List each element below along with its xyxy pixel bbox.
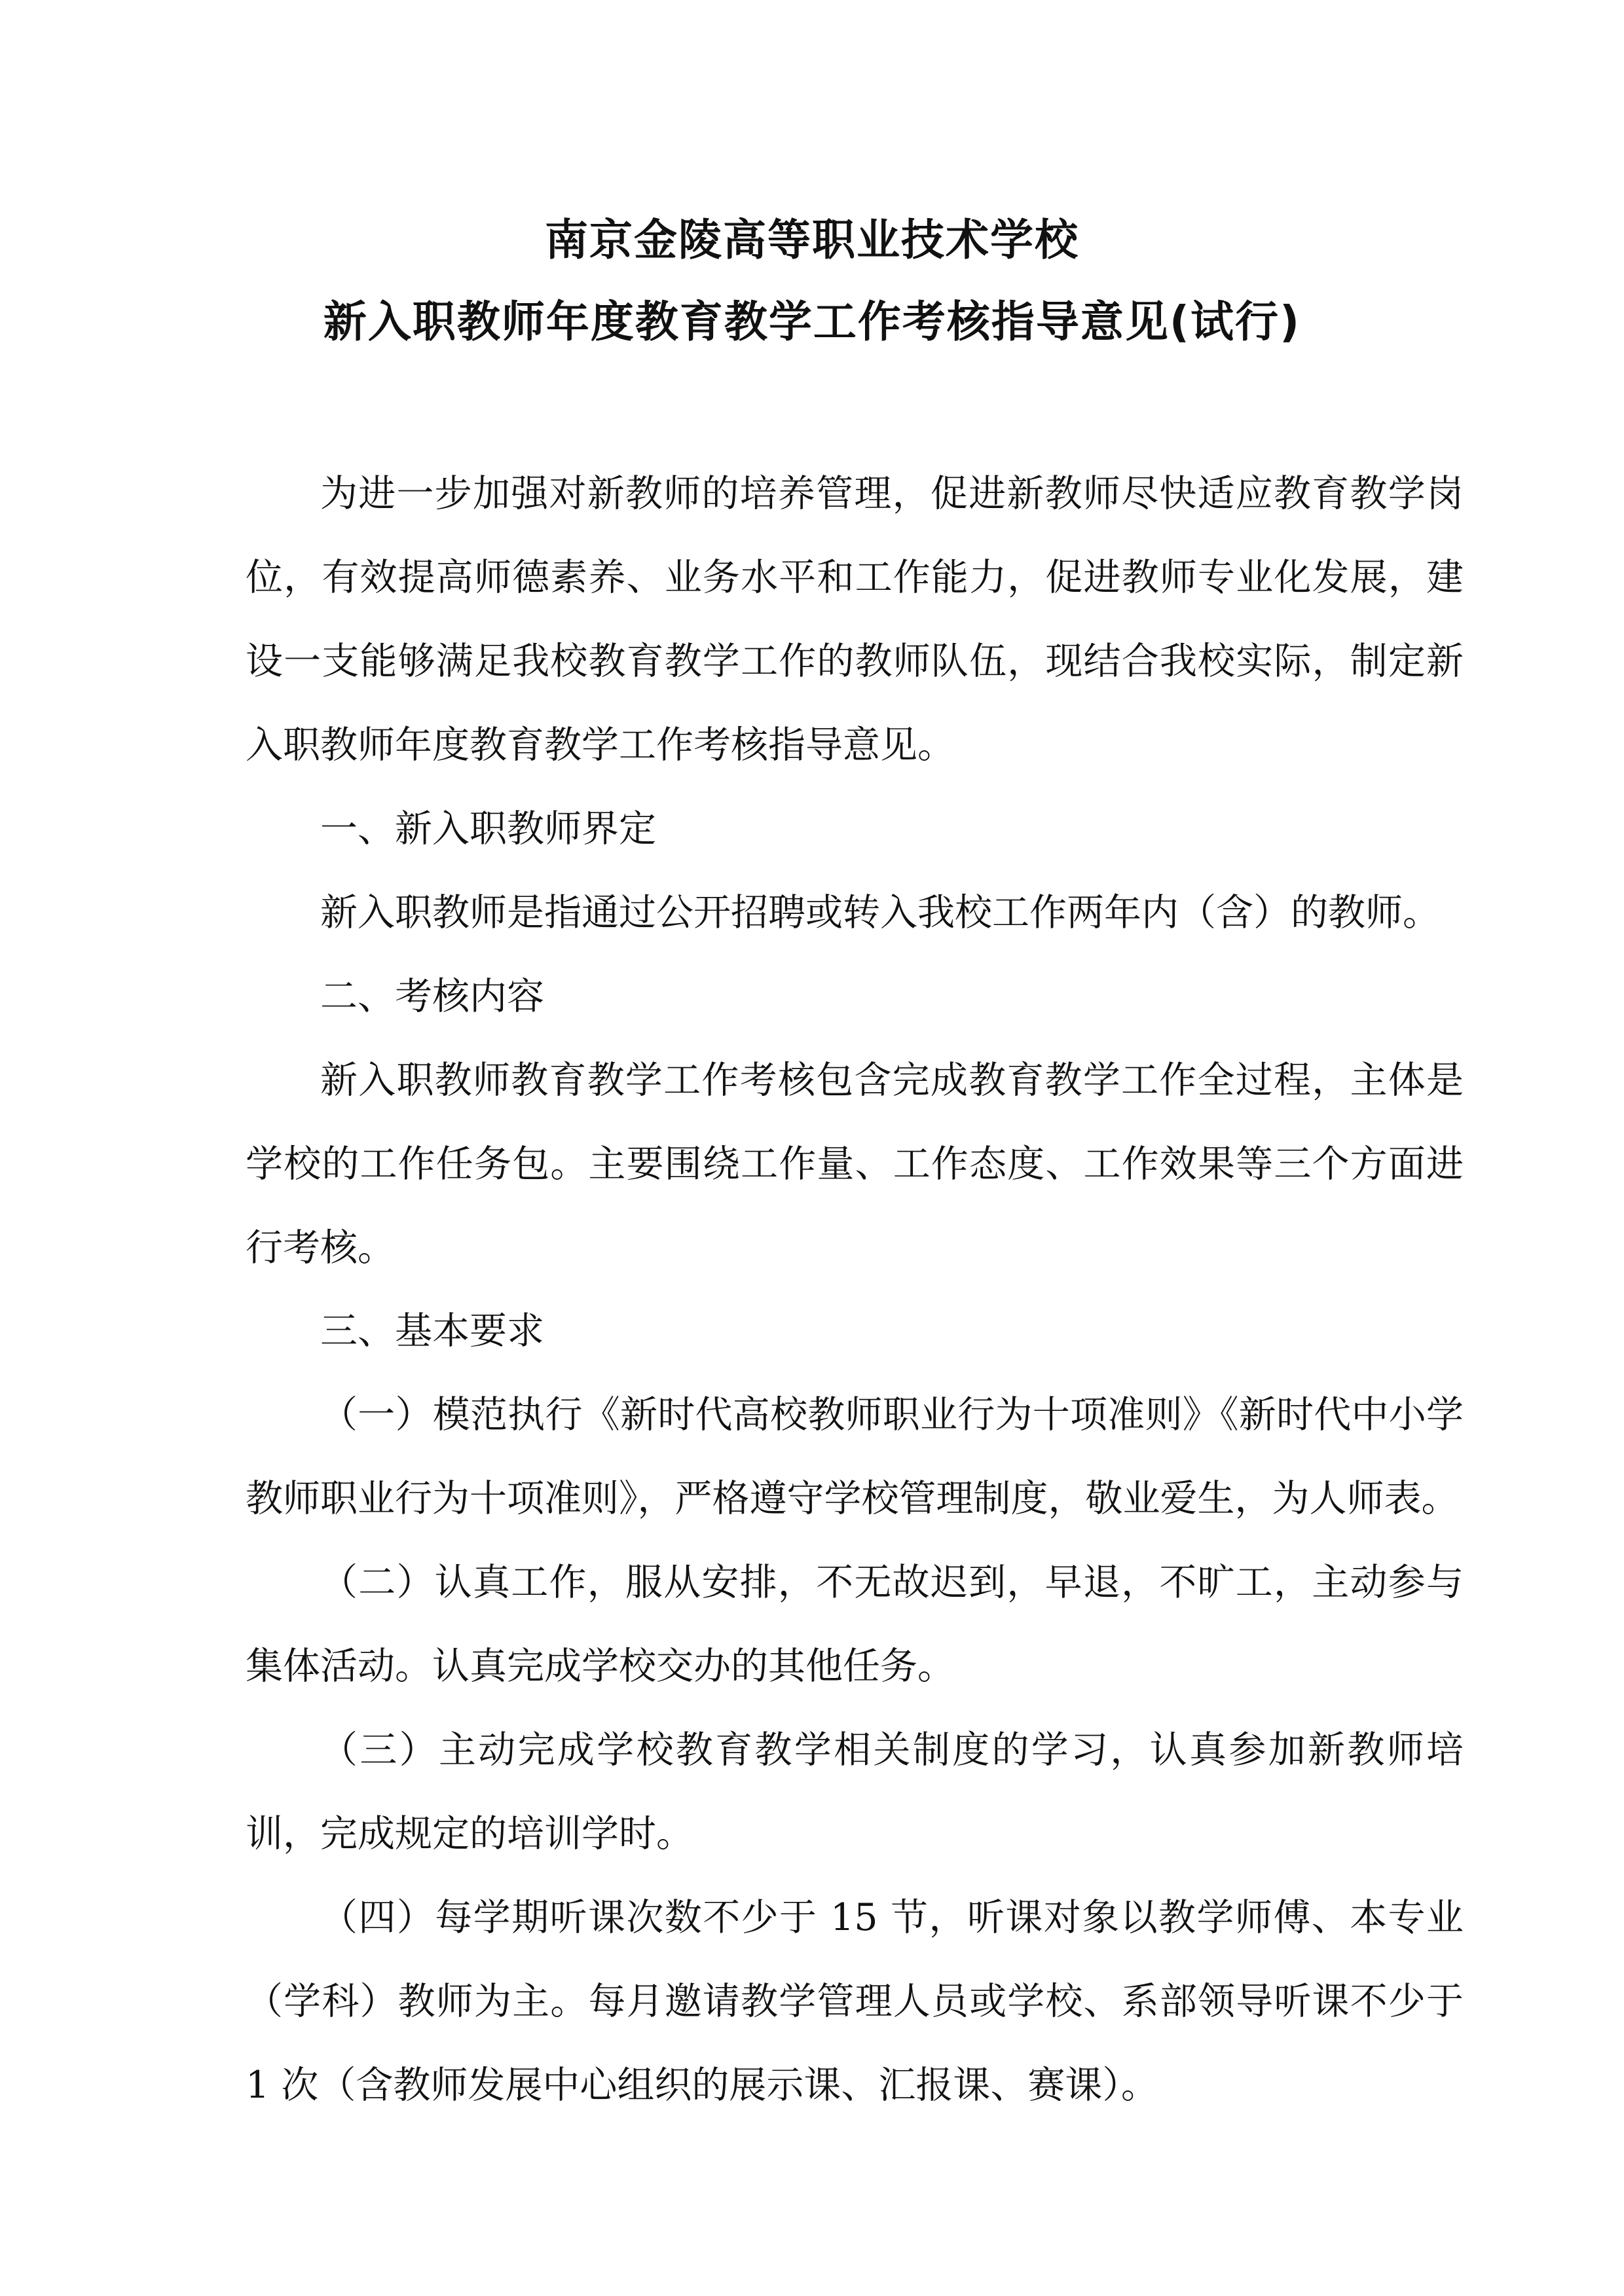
section3-item-2: （二）认真工作，服从安排，不无故迟到，早退，不旷工，主动参与集体活动。认真完成学校交办的其他任务。 bbox=[246, 1561, 1464, 1688]
section2-paragraph: 新入职教师教育教学工作考核包含完成教育教学工作全过程，主体是学校的工作任务包。主要围绕工作量、工作态度、工作效果等三个方面进行考核。 bbox=[246, 1059, 1464, 1269]
section3-heading: 三、基本要求 bbox=[320, 1309, 544, 1353]
document-title-main: 新入职教师年度教育教学工作考核指导意见(试行) bbox=[323, 297, 1301, 347]
intro-paragraph: 为进一步加强对新教师的培养管理，促进新教师尽快适应教育教学岗位，有效提高师德素养、业务水平和工作能力，促进教师专业化发展，建设一支能够满足我校教育教学工作的教师队伍，现结合我校实际，制定新入职教师年度教育教学工作考核指导意见。 bbox=[246, 472, 1464, 767]
section2-heading: 二、考核内容 bbox=[320, 975, 544, 1018]
document-title-school: 南京金陵高等职业技术学校 bbox=[545, 215, 1079, 265]
section3-item-4: （四）每学期听课次数不少于 15 节，听课对象以教学师傅、本专业（学科）教师为主。每月邀请教学管理人员或学校、系部领导听课不少于 1 次（含教师发展中心组织的展示课、汇报课、赛课）。 bbox=[246, 1896, 1464, 2107]
section1-heading: 一、新入职教师界定 bbox=[320, 807, 656, 850]
section3-item-3: （三）主动完成学校教育教学相关制度的学习，认真参加新教师培训，完成规定的培训学时。 bbox=[246, 1728, 1464, 1855]
section1-paragraph: 新入职教师是指通过公开招聘或转入我校工作两年内（含）的教师。 bbox=[320, 891, 1440, 934]
section3-item-1: （一）模范执行《新时代高校教师职业行为十项准则》《新时代中小学教师职业行为十项准则》，严格遵守学校管理制度，敬业爱生，为人师表。 bbox=[246, 1393, 1464, 1520]
